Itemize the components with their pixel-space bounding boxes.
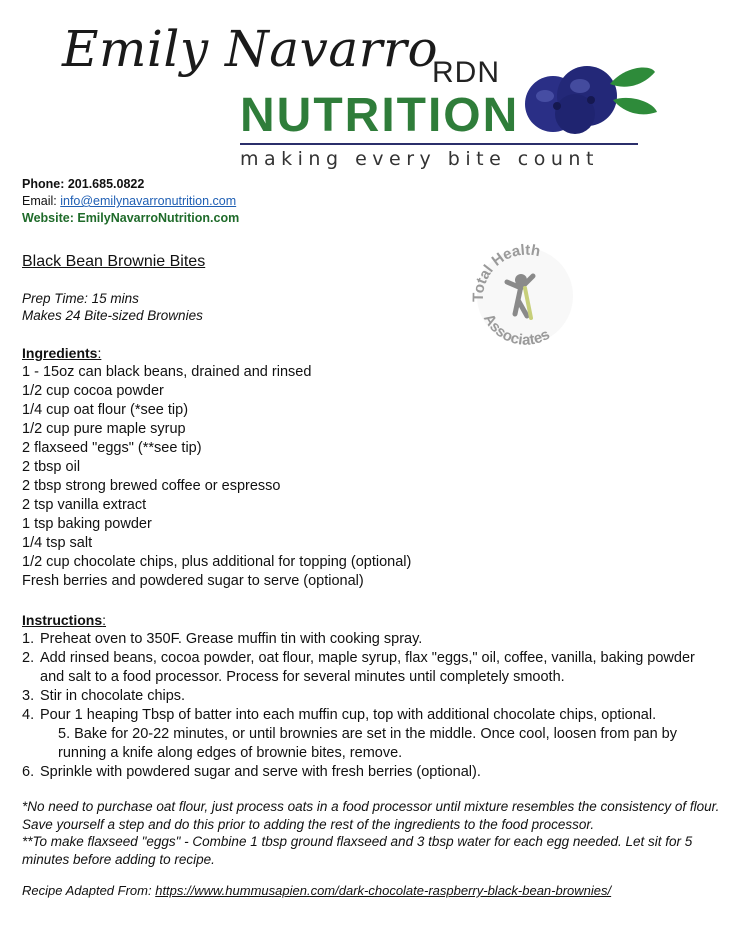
step-text: Pour 1 heaping Tbsp of batter into each muffin cup, top with additional chocolate chips, optional.	[40, 707, 657, 723]
email-label: Email:	[22, 194, 57, 208]
logo-script-name: Emily Navarro	[62, 20, 439, 78]
email-link[interactable]: info@emilynavarronutrition.com	[60, 194, 237, 208]
recipe-title: Black Bean Brownie Bites	[22, 253, 206, 270]
instruction-step	[22, 725, 722, 763]
instruction-step	[22, 706, 722, 725]
website-row	[22, 210, 239, 227]
step-number: 1.	[22, 631, 35, 647]
website-link[interactable]: EmilyNavarroNutrition.com	[77, 211, 240, 225]
ingredients-list	[22, 363, 411, 591]
website-label: Website:	[22, 211, 74, 225]
ingredient-item: 2 flaxseed "eggs" (**see tip)	[22, 440, 202, 456]
step-text: Preheat oven to 350F. Grease muffin tin with cooking spray.	[40, 631, 423, 647]
step-text: 5. Bake for 20-22 minutes, or until brownies are set in the middle. Once cool, loosen from pan by running a knife along edges of brownie bites, remove.	[58, 726, 677, 761]
phone-label: Phone:	[22, 177, 65, 191]
step-number: 3.	[22, 688, 35, 704]
oat-flour-tip: *No need to purchase oat flour, just process oats in a food processor until mixture resembles the consistency of flour. Save yourself a step and do this prior to adding the rest of the ingredients to the food processor.	[22, 799, 720, 832]
ingredient-item: Fresh berries and powdered sugar to serve (optional)	[22, 573, 364, 589]
logo-brand: NUTRITION	[240, 89, 520, 142]
recipe-yield: Makes 24 Bite-sized Brownies	[22, 308, 203, 323]
ingredient-item: 1/2 cup cocoa powder	[22, 383, 164, 399]
seal-bottom-text: Associates	[479, 311, 553, 349]
prep-info	[22, 290, 203, 324]
step-number: 4.	[22, 707, 35, 723]
total-health-associates-seal	[465, 236, 585, 356]
step-number	[22, 725, 40, 763]
ingredient-item: 1 - 15oz can black beans, drained and rinsed	[22, 364, 312, 380]
ingredient-item: 2 tsp vanilla extract	[22, 497, 147, 513]
instructions-list	[22, 630, 722, 782]
source-label: Recipe Adapted From:	[22, 883, 152, 898]
instruction-step	[22, 649, 722, 687]
ingredients-heading-text: Ingredients	[22, 345, 98, 361]
source-link[interactable]: https://www.hummusapien.com/dark-chocolate-raspberry-black-bean-brownies/	[155, 883, 612, 898]
ingredient-item: 1/2 cup pure maple syrup	[22, 421, 186, 437]
ingredient-item: 2 tbsp oil	[22, 459, 81, 475]
step-text: Stir in chocolate chips.	[40, 688, 186, 704]
instruction-step	[22, 630, 722, 649]
prep-time: Prep Time: 15 mins	[22, 291, 139, 306]
flax-egg-tip: **To make flaxseed "eggs" - Combine 1 tbsp ground flaxseed and 3 tbsp water for each egg needed. Let sit for 5 minutes before adding to recipe.	[22, 834, 693, 867]
email-row	[22, 193, 239, 210]
blueberries-logo-icon	[515, 56, 660, 136]
instructions-heading: Instructions:	[22, 612, 107, 628]
step-number: 6.	[22, 764, 35, 780]
phone-number: 201.685.0822	[67, 177, 145, 191]
instruction-step	[22, 687, 722, 706]
logo-credential: RDN	[432, 56, 500, 89]
tips-block	[22, 798, 734, 868]
logo-divider	[240, 143, 638, 145]
step-text: Sprinkle with powdered sugar and serve with fresh berries (optional).	[40, 764, 481, 780]
ingredient-item: 2 tbsp strong brewed coffee or espresso	[22, 478, 281, 494]
instructions-heading-text: Instructions	[22, 612, 103, 628]
ingredient-item: 1 tsp baking powder	[22, 516, 152, 532]
instruction-step	[22, 763, 722, 782]
recipe-source	[22, 883, 611, 898]
ingredient-item: 1/4 cup oat flour (*see tip)	[22, 402, 189, 418]
seal-top-text: Total Health	[469, 241, 542, 303]
ingredient-item: 1/4 tsp salt	[22, 535, 93, 551]
step-text: Add rinsed beans, cocoa powder, oat flour, maple syrup, flax "eggs," oil, coffee, vanilla, baking powder and salt to a food processor. Process for several minutes until completely smooth.	[40, 650, 695, 685]
ingredient-item: 1/2 cup chocolate chips, plus additional for topping (optional)	[22, 554, 412, 570]
phone-row	[22, 176, 239, 193]
step-number: 2.	[22, 650, 35, 666]
ingredients-heading: Ingredients:	[22, 345, 102, 361]
contact-block	[22, 176, 239, 227]
logo-tagline: making every bite count	[240, 148, 599, 170]
